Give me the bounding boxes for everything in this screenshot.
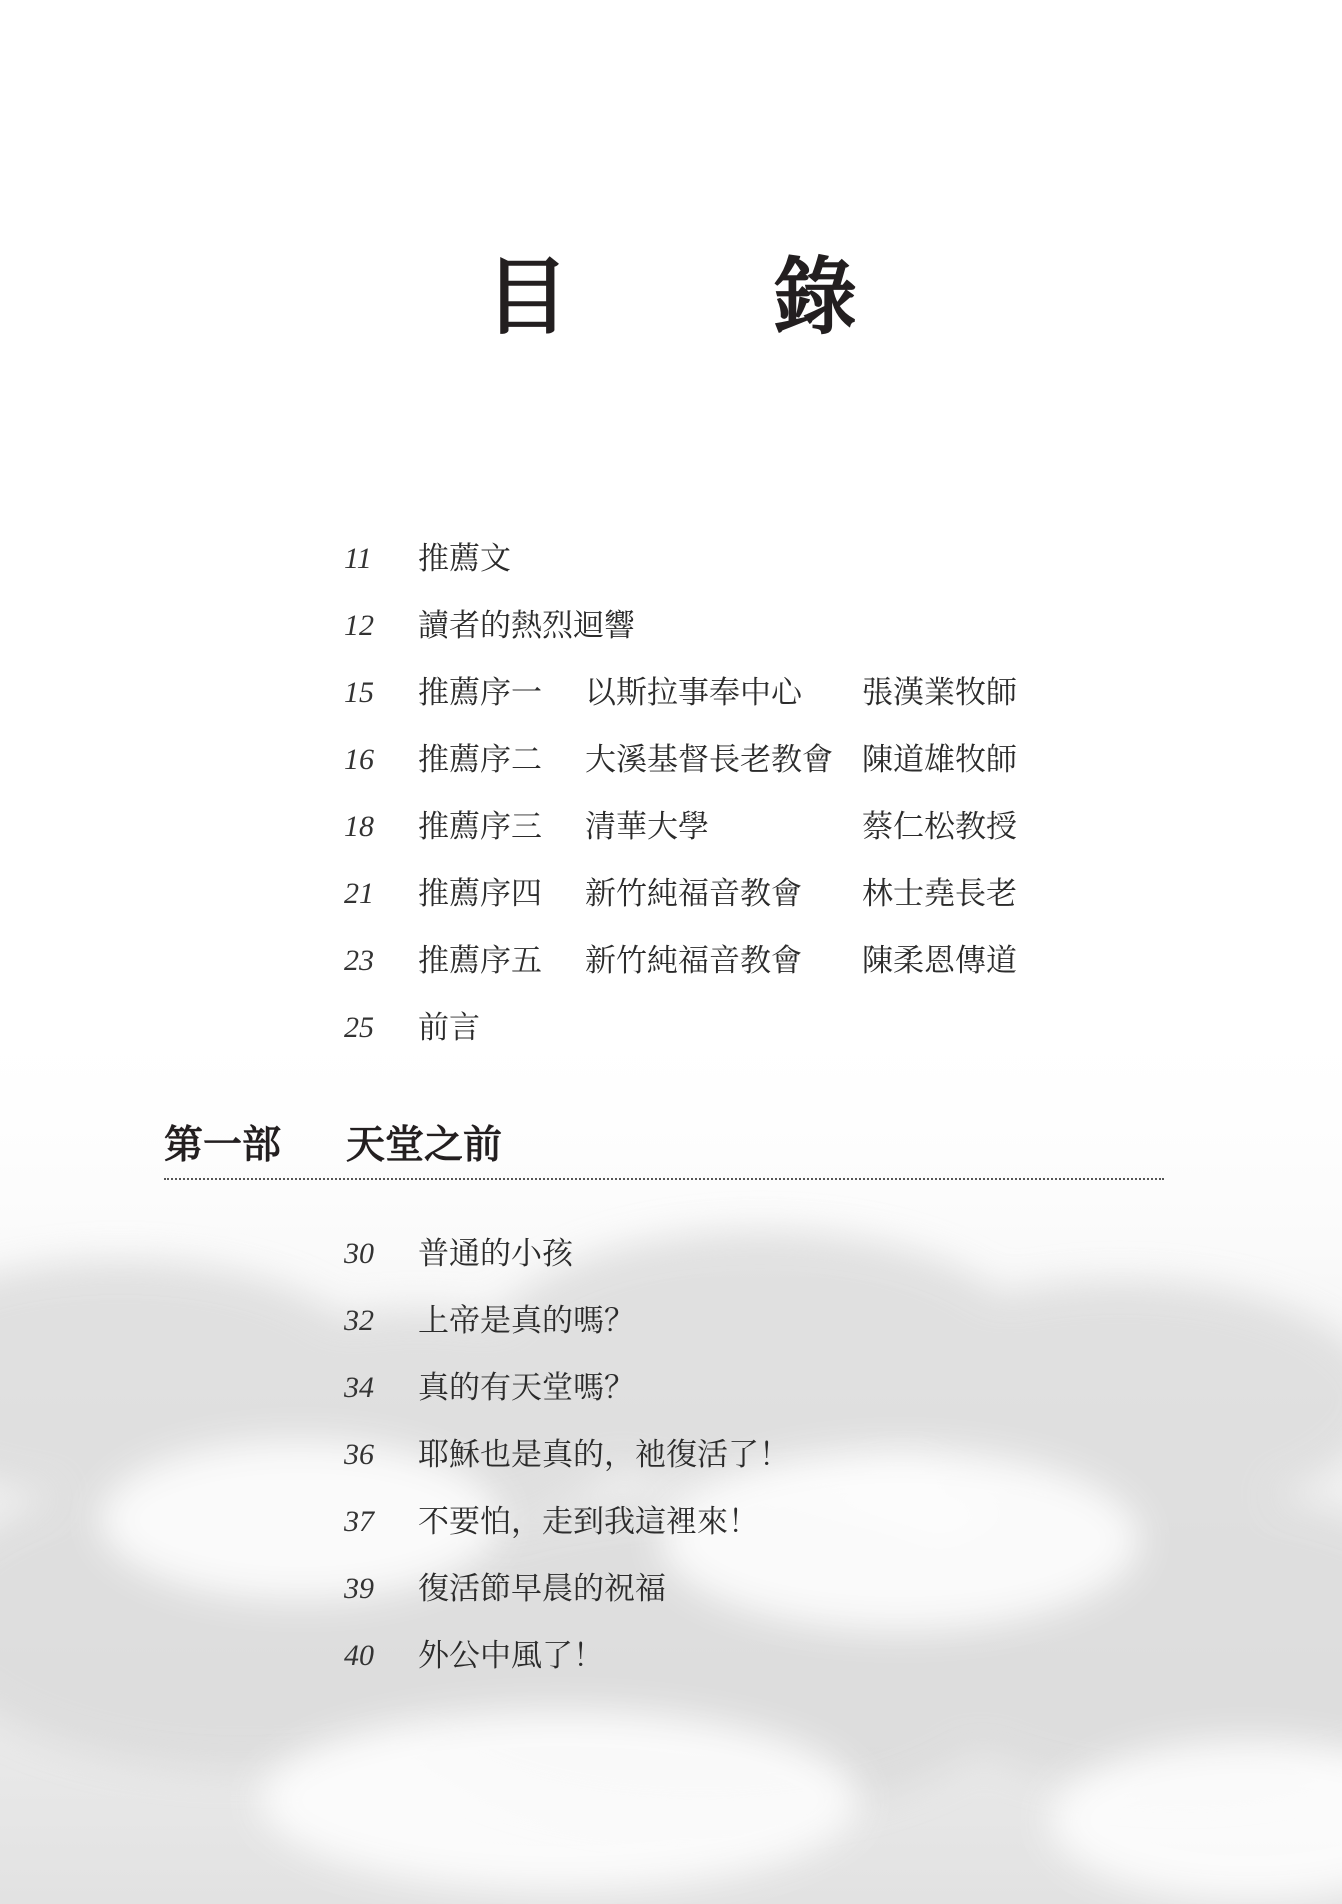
entry-title: 復活節早晨的祝福	[418, 1571, 666, 1607]
entry-title: 推薦序三	[418, 809, 542, 845]
page-number: 37	[344, 1505, 374, 1538]
entry-title: 推薦序五	[418, 943, 542, 979]
entry-author: 陳道雄牧師	[862, 742, 1017, 778]
page-number: 21	[344, 877, 374, 910]
entry-title: 不要怕，走到我這裡來！	[418, 1504, 759, 1540]
page-number: 30	[344, 1237, 374, 1270]
entry-title: 推薦文	[418, 541, 511, 577]
entry-title: 推薦序四	[418, 876, 542, 912]
page-number: 32	[344, 1304, 374, 1337]
entry-organization: 新竹純福音教會	[585, 943, 802, 979]
page-number: 39	[344, 1572, 374, 1605]
entry-title: 外公中風了！	[418, 1638, 604, 1674]
page-number: 16	[344, 743, 374, 776]
page-number: 25	[344, 1011, 374, 1044]
entry-author: 蔡仁松教授	[862, 809, 1017, 845]
page-title: 目 錄	[484, 247, 917, 346]
page-number: 15	[344, 676, 374, 709]
page-number: 34	[344, 1371, 374, 1404]
entry-organization: 新竹純福音教會	[585, 876, 802, 912]
part-number: 第一部	[164, 1123, 282, 1168]
entry-title: 推薦序一	[418, 675, 542, 711]
part-name: 天堂之前	[346, 1123, 503, 1168]
entry-organization: 大溪基督長老教會	[585, 742, 833, 778]
entry-title: 耶穌也是真的，祂復活了！	[418, 1437, 790, 1473]
entry-author: 陳柔恩傳道	[862, 943, 1017, 979]
entry-author: 張漢業牧師	[862, 675, 1017, 711]
dotted-divider	[164, 1178, 1164, 1180]
entry-title: 讀者的熱烈迴響	[418, 608, 635, 644]
page-number: 11	[344, 542, 372, 575]
page-number: 18	[344, 810, 374, 843]
page-number: 23	[344, 944, 374, 977]
entry-title: 真的有天堂嗎？	[418, 1370, 635, 1406]
entry-title: 推薦序二	[418, 742, 542, 778]
entry-title: 上帝是真的嗎？	[418, 1303, 635, 1339]
page-number: 36	[344, 1438, 374, 1471]
page-number: 12	[344, 609, 374, 642]
entry-author: 林士堯長老	[862, 876, 1017, 912]
page-number: 40	[344, 1639, 374, 1672]
entry-title: 前言	[418, 1010, 480, 1046]
entry-title: 普通的小孩	[418, 1236, 573, 1272]
entry-organization: 清華大學	[585, 809, 709, 845]
entry-organization: 以斯拉事奉中心	[585, 675, 802, 711]
